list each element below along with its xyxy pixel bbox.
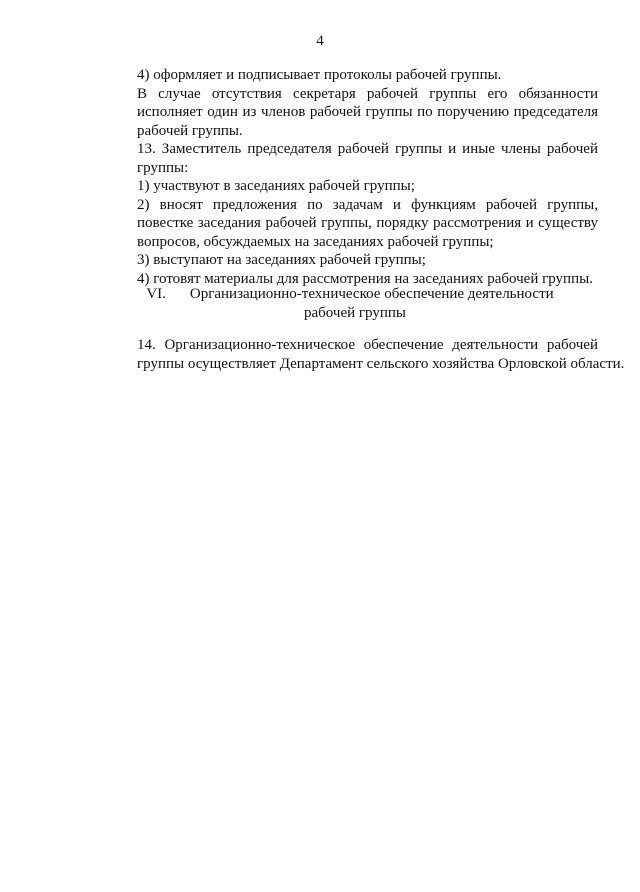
body-text-top	[102, 66, 598, 288]
body-text-bottom	[102, 336, 625, 373]
paragraph-13-2	[102, 196, 598, 252]
paragraph-13	[102, 140, 598, 177]
paragraph-14	[102, 336, 625, 373]
text-line: 3) выступают на заседаниях рабочей группы;	[137, 252, 426, 268]
section-heading	[102, 285, 598, 323]
text-line: В случае отсутствия секретаря рабочей группы его обязанности	[137, 85, 598, 102]
paragraph-item-4	[102, 66, 598, 85]
text-line: исполняет один из членов рабочей группы по поручению председателя	[137, 104, 598, 120]
text-line: 14. Организационно-техническое обеспечение деятельности рабочей	[137, 337, 598, 353]
paragraph-secretary-absence	[102, 85, 598, 141]
text-line: повестке заседания рабочей группы, порядку рассмотрения и существу	[137, 215, 598, 231]
text-line: рабочей группы.	[137, 122, 243, 139]
text-line: вопросов, обсуждаемых на заседаниях рабочей группы;	[137, 233, 494, 250]
page-number: 4	[316, 33, 324, 49]
text-line: 4) оформляет и подписывает протоколы рабочей группы.	[137, 67, 502, 83]
text-line: группы:	[137, 159, 189, 176]
text-line: 1) участвуют в заседаниях рабочей группы;	[137, 178, 415, 194]
section-number: VI.	[146, 286, 166, 302]
text-line: 13. Заместитель председателя рабочей группы и иные члены рабочей	[137, 141, 598, 157]
text-line: 4) готовят материалы для рассмотрения на заседаниях рабочей группы.	[137, 270, 593, 287]
section-title-line2: рабочей группы	[304, 305, 406, 321]
paragraph-13-1	[102, 177, 598, 196]
section-title-line1: Организационно-техническое обеспечение деятельности	[189, 286, 554, 302]
paragraph-13-3	[102, 251, 598, 270]
text-line: группы осуществляет Департамент сельского хозяйства Орловской области.	[137, 355, 625, 372]
section-heading-line	[102, 285, 598, 304]
text-line: 2) вносят предложения по задачам и функциям рабочей группы,	[137, 196, 598, 213]
